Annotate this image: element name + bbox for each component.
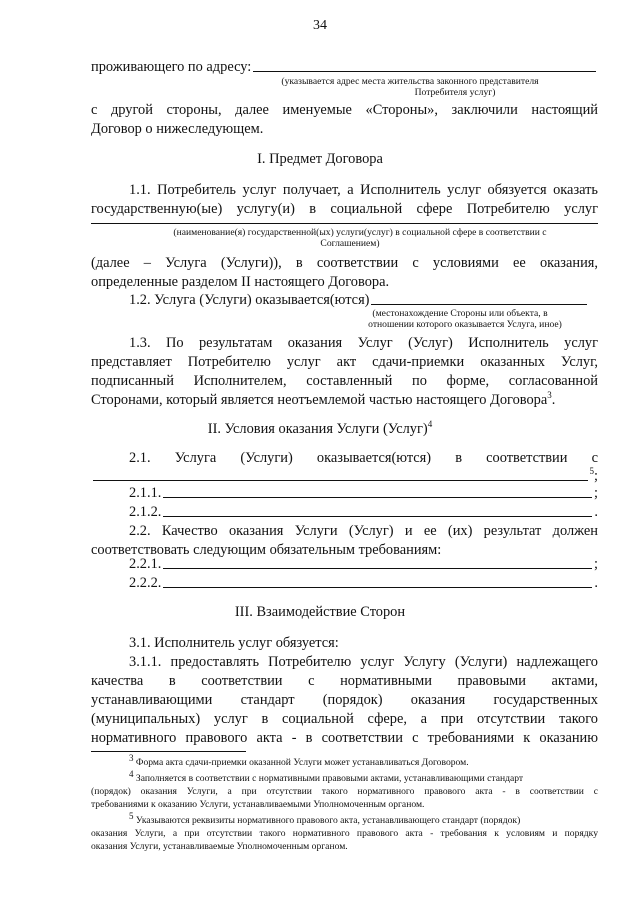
footnote-3-number: 3 [129, 752, 134, 763]
paragraph-3-1: 3.1. Исполнитель услуг обязуется: [129, 635, 339, 651]
paragraph-1-2-label: 1.2. Услуга (Услуги) оказывается(ются) [129, 292, 370, 308]
paragraph-1-3-end: . [551, 392, 556, 408]
intro-line: Договор о нижеследующем. [91, 121, 264, 137]
footnote-5-line: оказания Услуги, устанавливаемые Уполномоченным органом. [91, 841, 348, 852]
item-2-2-2-blank [163, 587, 592, 588]
paragraph-1-3-line [91, 391, 555, 409]
footnote-4-line: (порядок) оказания Услуги, а при отсутствии такого нормативного правового акта - в соответствии с [91, 786, 598, 797]
normative-act-blank [93, 480, 588, 481]
footnote-4-line: требованиями к оказанию Услуги, устанавливаемыми Уполномоченным органом. [91, 799, 425, 810]
address-caption: (указывается адрес места жительства законного представителя [281, 76, 539, 87]
footnote-5 [129, 810, 598, 827]
paragraph-1-3-line: представляет Потребителю услуг акт сдачи-приемки оказанных Услуг, [91, 354, 598, 370]
footnote-3-text: Форма акта сдачи-приемки оказанной Услуги может устанавливаться Договором. [135, 757, 469, 768]
footnote-ref-4: 4 [427, 419, 433, 430]
footnote-4 [129, 768, 598, 785]
intro-line: с другой стороны, далее именуемые «Стороны», заключили настоящий [91, 102, 598, 118]
paragraph-3-1-1-line: качества в соответствии с нормативными правовыми актами, [91, 673, 598, 689]
footnote-4-text: Заполняется в соответствии с нормативными правовыми актами, устанавливающими стандарт [135, 773, 524, 784]
item-2-2-1-end: ; [594, 556, 598, 572]
item-2-1-2-label: 2.1.2. [129, 504, 162, 520]
paragraph-1-1-line: 1.1. Потребитель услуг получает, а Исполнитель услуг обязуется оказать [129, 182, 598, 198]
paragraph-1-2 [129, 291, 589, 309]
paragraph-2-1-end-mark: ; [594, 468, 598, 484]
service-name-blank [91, 223, 598, 224]
footnote-separator [91, 751, 246, 752]
item-2-1-1-label: 2.1.1. [129, 485, 162, 501]
item-2-1-1-blank [163, 497, 592, 498]
paragraph-2-2-line: 2.2. Качество оказания Услуги (Услуг) и ее (их) результат должен [129, 523, 598, 539]
item-2-2-1-blank [163, 568, 592, 569]
paragraph-1-3-text: Сторонами, который является неотъемлемой частью настоящего Договора [91, 392, 548, 408]
item-2-1-2-end: . [594, 504, 598, 520]
footnote-ref-5: 5 [589, 466, 594, 477]
address-row [91, 58, 598, 76]
service-name-caption: Соглашением) [320, 238, 380, 249]
service-name-caption: (наименование(я) государственной(ых) услуги(услуг) в социальной сфере в соответствии с [173, 227, 547, 238]
paragraph-1-3-line: подписанный Исполнителем, составленный по форме, согласованной [91, 373, 598, 389]
paragraph-1-1-line: (далее – Услуга (Услуги)), в соответствии с условиями ее оказания, [91, 255, 598, 271]
paragraph-1-3-line: 1.3. По результатам оказания Услуг (Услуг) Исполнитель услуг [129, 335, 598, 351]
address-label: проживающего по адресу: [91, 59, 252, 75]
section-2-title-text: II. Условия оказания Услуги (Услуг) [207, 421, 428, 437]
footnote-ref-3: 3 [547, 390, 552, 401]
address-blank [253, 71, 596, 72]
page-number: 34 [313, 18, 327, 33]
paragraph-3-1-1-line: устанавливающими стандарт (порядок) оказания государственных [91, 692, 598, 708]
item-2-2-1 [129, 555, 598, 573]
footnote-3 [129, 752, 469, 769]
paragraph-1-1-line: государственную(ые) услугу(и) в социальной сфере Потребителю услуг [91, 201, 598, 217]
paragraph-3-1-1-line: 3.1.1. предоставлять Потребителю услуг Услугу (Услуги) надлежащего [129, 654, 598, 670]
paragraph-3-1-1-line: (муниципальных) услуг в социальной сфере, а при отсутствии такого [91, 711, 598, 727]
section-3-title: III. Взаимодействие Сторон [234, 604, 406, 620]
footnote-5-line: оказания Услуги, а при отсутствии такого нормативного правового акта - требования к условиям и порядку [91, 828, 598, 839]
location-caption: отношении которого оказывается Услуга, иное) [368, 319, 562, 330]
paragraph-2-1-end [590, 467, 599, 485]
item-2-2-2-label: 2.2.2. [129, 575, 162, 591]
item-2-1-2-blank [163, 516, 592, 517]
item-2-1-1-end: ; [594, 485, 598, 501]
item-2-2-1-label: 2.2.1. [129, 556, 162, 572]
section-1-title: I. Предмет Договора [257, 151, 383, 167]
item-2-2-2-end: . [594, 575, 598, 591]
section-2-title [0, 420, 640, 438]
footnote-4-number: 4 [129, 768, 134, 779]
paragraph-2-1-line: 2.1. Услуга (Услуги) оказывается(ются) в соответствии с [129, 450, 598, 466]
footnote-5-text: Указываются реквизиты нормативного правового акта, устанавливающего стандарт (порядок) [135, 815, 521, 826]
address-caption: Потребителя услуг) [414, 87, 496, 98]
item-2-2-2 [129, 574, 598, 592]
paragraph-3-1-1-line: нормативного правового акта - в соответствии с требованиями к оказанию [91, 730, 598, 746]
item-2-1-2 [129, 503, 598, 521]
paragraph-2-1-blank-row [91, 467, 598, 485]
footnote-5-number: 5 [129, 810, 134, 821]
paragraph-2-2-line: соответствовать следующим обязательным требованиям: [91, 542, 442, 558]
paragraph-1-1-line: определенные разделом II настоящего Договора. [91, 274, 390, 290]
item-2-1-1 [129, 484, 598, 502]
location-blank [371, 304, 587, 305]
location-caption: (местонахождение Стороны или объекта, в [372, 308, 548, 319]
